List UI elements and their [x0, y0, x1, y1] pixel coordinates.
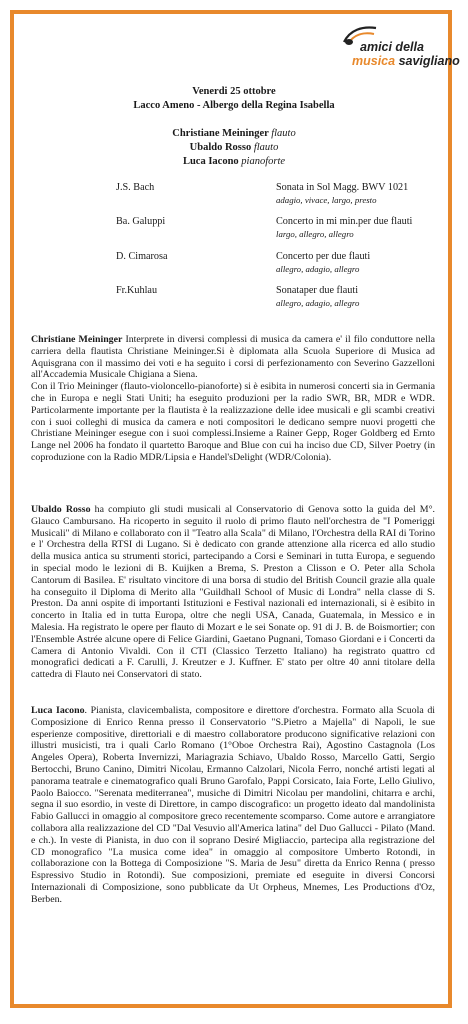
- bio-line: CTI (Classico Terzetto Italiano) ha registrato quattro cd monografici dedicati a F. Carulli, J.: [31, 645, 435, 669]
- bio-line: USA, Canada, Guatemala, in Messico e in Malesia. Ha registrato le opere per flauto di Mozart e: [31, 610, 435, 633]
- performer-line: [0, 142, 468, 153]
- bio-line: discografico: un progetto ideato dal mandolinista Fabio Gallucci in omaggio al compositore: [31, 799, 435, 823]
- logo-line1: amici della: [360, 40, 424, 54]
- bio-line: con illustri musicisti, tra i quali Carlo Romano (1°Oboe Orchestra Rai), Agostino Castagnola: [31, 728, 435, 752]
- bio-line: ha compiuto gli studi musicali al Conservatorio di Genova sotto la guida del M°.: [90, 504, 435, 515]
- bio-line: esperienze compositive, direttoriali e di maestro collaboratore producono significative relazioni: [31, 728, 418, 740]
- bio-line: greco recentemente scomparso. Come autore e arrangiatore collabora alla realizzazione del CD: [31, 811, 436, 834]
- bio-line: e O. Peter alla Schola Cantorum di Basilea. E' risultato vincitore di una borsa di studio del: [31, 562, 436, 586]
- bio-line: Giardini, Gaetano Pugnani, Tomaso Giordani e i Concerti da Camera di Antonio Vivaldi. Con il: [31, 633, 435, 657]
- bio-paragraph: [31, 705, 435, 906]
- program-movements: adagio, vivace, largo, presto: [276, 195, 377, 205]
- performer-line: [0, 156, 468, 167]
- bio-line: e WDR. Particolarmente importante per la flautista è la realizzazione delle idee musicali e gli: [31, 392, 435, 416]
- program-movements: allegro, adagio, allegro: [276, 264, 360, 274]
- concert-date: Venerdi 25 ottobre: [192, 86, 276, 97]
- bio-line: Marcello Gatti, Sergio Bertocchi, Bruno Canino, Dimitri Nicolau, Ermanno Calzolari, Nicola: [31, 752, 435, 775]
- bio-line: (Los Angeles Opera), Roberta Invernizzi, Mariagrazia Schiavo, Ubaldo Rosso,: [31, 740, 436, 764]
- performer-role: pianoforte: [241, 156, 286, 167]
- program-work: Concerto in mi min.per due flauti: [276, 216, 413, 227]
- logo-word-savigliano: savigliano: [398, 54, 460, 68]
- bio-name: Luca Iacono: [31, 705, 85, 716]
- logo-word-musica: musica: [352, 54, 396, 68]
- program-work: Sonata in Sol Magg. BWV 1021: [276, 182, 409, 193]
- logo-line2: [352, 54, 460, 68]
- program-movements: largo, allegro, allegro: [276, 229, 354, 239]
- bio-line: . Pianista, clavicembalista, compositore e direttore d'orchestra. Formato alla Scuola: [84, 705, 424, 716]
- bio-line: Germania che in Europa e negli Stati Uniti; ha eseguito produzioni per la radio SWR, BR, MDR: [31, 381, 435, 404]
- bio-line: "Dal Vesuvio all'America latina" del Duo Gallucci - Pilato (Mand. e ch.). In veste di Pianista, in: [31, 822, 435, 846]
- bio-line: nuovi progetti che Christiane Meininger esegue con i suoi complessi.Insieme a Rainer Gepp,: [31, 416, 435, 440]
- bio-line: Glauco Cambursano. Ha ricoperto in seguito il ruolo di primo flauto nell'orchestra de "I: [31, 515, 391, 527]
- bio-line: inciso due CD, Silver Poetry (in coproduzione con la Radio MDR/Lipsia e Handel'sDelight: [31, 440, 436, 463]
- bio-paragraph: [31, 381, 435, 464]
- bio-line: Nicolau per mandolini, chitarra e archi, segna il suo esordio, in veste di Direttore, in campo: [31, 787, 436, 811]
- bio-line: Music di Londra" nella classe di S. Preston. Da anni ospite di importanti Istituzioni e Festival: [31, 586, 436, 610]
- program-work: Sonataper due flauti: [276, 285, 359, 296]
- bio-line: Composizione, sono pubblicate da Ut Orpheus, Mnemes, Les Productions d'Oz, Berben.: [31, 881, 436, 905]
- performer-name: Christiane Meininger: [172, 128, 269, 139]
- bio-meininger: [31, 334, 435, 464]
- bio-line: di Composizione di Enrico Renna presso il Conservatorio "S.Pietro a Majella" di Napoli, le sue: [31, 705, 435, 728]
- bio-paragraph: [31, 504, 435, 681]
- performer-role: flauto: [253, 142, 279, 153]
- bio-line: (WDR/Colonia).: [265, 451, 332, 463]
- program-composer: J.S. Bach: [116, 182, 155, 193]
- bio-line: Gazzelloni all'Accademia Musicale Chigiana a Siena.: [31, 357, 435, 381]
- performer-name: Ubaldo Rosso: [189, 142, 252, 153]
- bio-line: scambi creativi con i suoi colleghi di musica da camera e noti compositori le dedicano sempre: [31, 404, 436, 428]
- bio-line: Con il Trio Meininger (flauto-violoncello-pianoforte) si è esibita in numerosi concerti sia in: [31, 381, 394, 393]
- bio-line: Bottega di Composizione "S. Maria de Jesu" diretta da Enrico Renna ( presso Espressivo Studio: [31, 858, 435, 882]
- program-composer: Fr.Kuhlau: [116, 285, 158, 296]
- bio-line: Corsicato, Iaia Forte, Lello Giulivo, Paolo Baiocco. "Serenata mediterranea", musiche di Dimitri: [31, 775, 435, 799]
- bio-iacono: [31, 705, 435, 906]
- bio-line: British Council grazie alla quale ha conseguito il Diploma di Merito alla "Guildhall School of: [31, 574, 436, 598]
- bio-name: Ubaldo Rosso: [31, 504, 91, 515]
- bio-line: di stato.: [170, 669, 202, 681]
- concert-venue: Lacco Ameno - Albergo della Regina Isabella: [133, 100, 335, 111]
- program-composer: D. Cimarosa: [116, 251, 168, 262]
- bio-name: Christiane Meininger: [31, 334, 123, 345]
- bio-line: le sei Sonate op. 91 di J. B. de Boismortier; con l'Ensemble Astrée alcune opere di Felice: [31, 621, 435, 645]
- bio-line: ricerca ed allo studio della musica antica su strumenti storici, partecipando a Corsi e Seminari in: [31, 539, 436, 563]
- bio-line: nazionali ed internazionali, si è esibito in concerto in Italia ed in tutta Europa, oltre che negli: [31, 598, 435, 622]
- bio-paragraph: [31, 334, 435, 381]
- bio-line: Ferro, nonché artisti legati al panorama teatrale e cinematografico quali Bruno Garofalo, Pappi: [31, 763, 435, 787]
- bio-line: nella carriera della flautista Christiane Meininger.Si è diplomata alla Scuola Superiore di Musica: [31, 334, 435, 357]
- bio-rosso: [31, 504, 435, 681]
- bio-line: Pomeriggi Musicali" di Milano e collaborato con il "Teatro alla Scala" di Milano, l'Orchestra: [31, 515, 436, 539]
- bio-line: musica come idea" in omaggio al compositore Umberto Rotondi, in collaborazione con la: [31, 846, 436, 870]
- program-composer: Ba. Galuppi: [116, 216, 166, 227]
- performer-line: [0, 128, 468, 139]
- bio-line: duo con il soprano Desiré Migliaccio, partecipa alla registrazione del CD monografico "La: [31, 834, 436, 858]
- program-movements: allegro, adagio, allegro: [276, 298, 360, 308]
- logo: [338, 20, 460, 70]
- performer-role: flauto: [271, 128, 296, 139]
- bio-line: Roger Goldberg ed Ernto Lange nel 2006 ha fondato il quartetto Baroque and Blue con cui ha: [31, 428, 435, 452]
- performer-name: Luca Iacono: [182, 156, 239, 167]
- program-work: Concerto per due flauti: [276, 251, 371, 262]
- bio-line: della RAI di Torino e l' Orchestra della RTSI di Lugano. Si è dedicato con grande attenzione alla: [31, 527, 436, 551]
- bio-line: Interprete in diversi complessi di musica da camera e' il filo conduttore: [122, 334, 413, 345]
- bio-line: tutta Europa, e seguendo in special modo le lezioni di B. Kuijken a Brema, S. Preston a Clisson: [31, 551, 436, 574]
- bio-line: in Rotondi). Sue composizioni, premiate ed eseguite in diversi Concorsi Internazionali di: [31, 870, 435, 893]
- bio-line: Kreutzer e J. Kuffner. E' stato per oltre 40 anni titolare della cattedra di Flauto nei Conservatori: [31, 657, 436, 681]
- bio-line: ad Aquisgrana con il massimo dei voti e ha seguito i corsi di perfezionamento con Severino: [31, 345, 435, 369]
